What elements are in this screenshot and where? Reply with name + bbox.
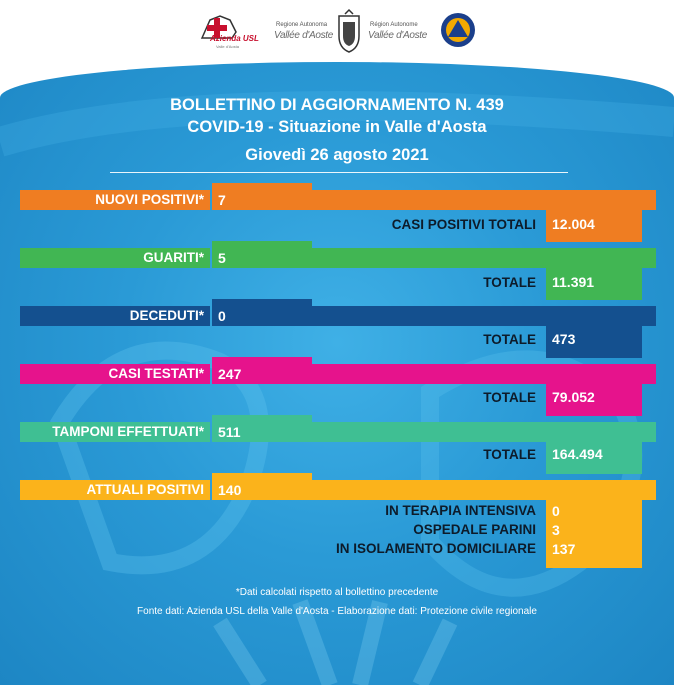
regione-logo-1-bottom: Vallée d'Aoste [274,30,334,41]
regione-logo-1 [272,8,334,56]
attuali-positivi-label: ATTUALI POSITIVI [86,482,204,497]
bulletin-subtitle: COVID-19 - Situazione in Valle d'Aosta [187,118,487,136]
tamponi-totale-label: TOTALE [483,447,536,462]
guariti-value-box [212,241,312,268]
header-logos [0,8,674,56]
ospedale-parini-value: 3 [552,522,560,538]
usl-logo-text: Azienda USL [210,34,259,43]
source-note: Fonte dati: Azienda USL della Valle d'Aosta - Elaborazione dati: Protezione civile regionale [137,606,537,617]
deceduti-totale-label: TOTALE [483,332,536,347]
deceduti-value-box [212,299,312,326]
casi-testati-value: 247 [218,366,242,382]
nuovi-positivi-label: NUOVI POSITIVI* [95,192,204,207]
casi-testati-label: CASI TESTATI* [108,366,204,381]
protezione-civile-logo [440,8,476,56]
guariti-value: 5 [218,250,226,266]
regione-logo-2-bottom: Vallée d'Aoste [368,30,428,41]
attuali-positivi-value: 140 [218,482,242,498]
usl-logo-subtext: Valle d'Aosta [216,44,239,49]
nuovi-positivi-value: 7 [218,192,226,208]
regione-logo-2 [366,8,426,56]
terapia-intensiva-label: IN TERAPIA INTENSIVA [385,503,536,518]
attuali-positivi-details-box [546,500,642,568]
guariti-totale-value: 11.391 [552,274,595,290]
azienda-usl-logo [196,8,258,56]
guariti-label: GUARITI* [143,250,204,265]
regione-crest-logo [335,8,363,56]
casi-testati-totale-label: TOTALE [483,390,536,405]
deceduti-bar [312,306,656,326]
casi-testati-bar [312,364,656,384]
crest-icon [335,8,363,56]
regione-logo-2-top: Région Autonome [370,22,418,28]
deceduti-label: DECEDUTI* [129,308,204,323]
tamponi-totale-value: 164.494 [552,446,603,462]
guariti-bar [312,248,656,268]
deceduti-totale-value: 473 [552,331,576,347]
attuali-positivi-bar [312,480,656,500]
casi-positivi-totali-value: 12.004 [552,216,595,232]
nuovi-positivi-value-box [212,183,312,210]
protezione-civile-icon [440,8,476,56]
tamponi-bar [312,422,656,442]
terapia-intensiva-value: 0 [552,503,560,519]
regione-logo-1-top: Regione Autonoma [276,22,328,28]
tamponi-label: TAMPONI EFFETTUATI* [52,424,204,439]
ospedale-parini-label: OSPEDALE PARINI [413,522,536,537]
tamponi-value: 511 [218,424,241,440]
casi-positivi-totali-label: CASI POSITIVI TOTALI [391,217,536,232]
casi-testati-totale-value: 79.052 [552,389,595,405]
footnote: *Dati calcolati rispetto al bollettino precedente [235,587,439,598]
guariti-totale-label: TOTALE [483,275,536,290]
deceduti-value: 0 [218,308,226,324]
title-divider [110,172,568,173]
bulletin-title: BOLLETTINO DI AGGIORNAMENTO N. 439 [170,96,504,114]
nuovi-positivi-bar [312,190,656,210]
isolamento-domiciliare-value: 137 [552,541,576,557]
isolamento-domiciliare-label: IN ISOLAMENTO DOMICILIARE [335,541,536,556]
bulletin-date: Giovedì 26 agosto 2021 [245,146,429,164]
